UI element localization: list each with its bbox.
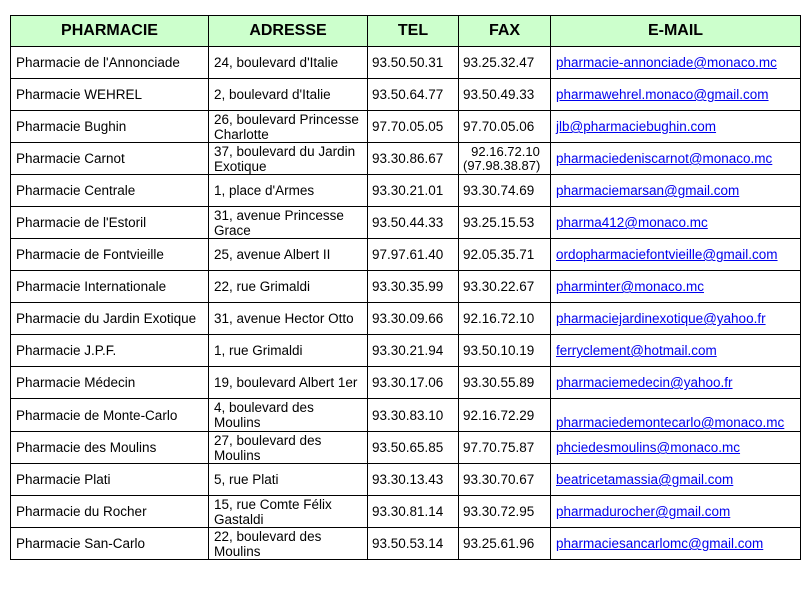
fax-cell: 93.25.32.47 bbox=[459, 47, 551, 79]
tel-cell: 97.70.05.05 bbox=[368, 111, 459, 143]
address-cell: 22, boulevard des Moulins bbox=[209, 528, 368, 560]
fax-cell: 93.30.22.67 bbox=[459, 271, 551, 303]
header-adresse: ADRESSE bbox=[209, 16, 368, 47]
tel-cell: 93.30.21.94 bbox=[368, 335, 459, 367]
address-cell: 31, avenue Princesse Grace bbox=[209, 207, 368, 239]
email-cell bbox=[551, 239, 801, 271]
tel-cell: 97.97.61.40 bbox=[368, 239, 459, 271]
fax-value: 92.16.72.10 bbox=[471, 143, 540, 159]
tel-cell: 93.30.81.14 bbox=[368, 496, 459, 528]
address-cell: 25, avenue Albert II bbox=[209, 239, 368, 271]
fax-cell: 93.50.10.19 bbox=[459, 335, 551, 367]
table-row bbox=[11, 464, 801, 496]
address-cell: 5, rue Plati bbox=[209, 464, 368, 496]
table-body bbox=[11, 47, 801, 560]
tel-cell: 93.30.13.43 bbox=[368, 464, 459, 496]
address-cell: 2, boulevard d'Italie bbox=[209, 79, 368, 111]
pharmacy-name-cell: Pharmacie de l'Annonciade bbox=[11, 47, 209, 79]
fax-cell: 93.30.70.67 bbox=[459, 464, 551, 496]
email-cell bbox=[551, 47, 801, 79]
email-link[interactable]: pharmaciemedecin@yahoo.fr bbox=[556, 375, 733, 390]
fax-cell: 93.30.72.95 bbox=[459, 496, 551, 528]
address-cell: 22, rue Grimaldi bbox=[209, 271, 368, 303]
address-cell: 1, place d'Armes bbox=[209, 175, 368, 207]
fax-cell: 93.25.61.96 bbox=[459, 528, 551, 560]
tel-cell: 93.30.21.01 bbox=[368, 175, 459, 207]
email-link[interactable]: pharmaciejardinexotique@yahoo.fr bbox=[556, 311, 766, 326]
pharmacy-table bbox=[10, 15, 801, 560]
email-link[interactable]: pharmaciedeniscarnot@monaco.mc bbox=[556, 151, 773, 166]
email-link[interactable]: ferryclement@hotmail.com bbox=[556, 343, 717, 358]
email-cell bbox=[551, 111, 801, 143]
table-row bbox=[11, 335, 801, 367]
address-cell: 4, boulevard des Moulins bbox=[209, 399, 368, 432]
email-cell bbox=[551, 496, 801, 528]
table-row bbox=[11, 207, 801, 239]
header-pharmacie: PHARMACIE bbox=[11, 16, 209, 47]
address-cell: 37, boulevard du Jardin Exotique bbox=[209, 143, 368, 175]
table-row bbox=[11, 239, 801, 271]
header-row bbox=[11, 16, 801, 47]
pharmacy-name-cell: Pharmacie de l'Estoril bbox=[11, 207, 209, 239]
tel-cell: 93.30.86.67 bbox=[368, 143, 459, 175]
table-row bbox=[11, 111, 801, 143]
table-row bbox=[11, 528, 801, 560]
table-row bbox=[11, 303, 801, 335]
email-cell bbox=[551, 367, 801, 399]
tel-cell: 93.50.44.33 bbox=[368, 207, 459, 239]
header-fax: FAX bbox=[459, 16, 551, 47]
fax-cell bbox=[459, 143, 551, 175]
pharmacy-name-cell: Pharmacie Bughin bbox=[11, 111, 209, 143]
fax-cell: 93.50.49.33 bbox=[459, 79, 551, 111]
pharmacy-name-cell: Pharmacie de Fontvieille bbox=[11, 239, 209, 271]
tel-cell: 93.50.65.85 bbox=[368, 432, 459, 464]
tel-cell: 93.30.17.06 bbox=[368, 367, 459, 399]
tel-cell: 93.50.53.14 bbox=[368, 528, 459, 560]
address-cell: 27, boulevard des Moulins bbox=[209, 432, 368, 464]
fax-cell: 92.05.35.71 bbox=[459, 239, 551, 271]
header-tel: TEL bbox=[368, 16, 459, 47]
email-cell bbox=[551, 207, 801, 239]
table-row bbox=[11, 271, 801, 303]
table-row bbox=[11, 175, 801, 207]
email-link[interactable]: phciedesmoulins@monaco.mc bbox=[556, 440, 741, 455]
address-cell: 19, boulevard Albert 1er bbox=[209, 367, 368, 399]
email-cell bbox=[551, 271, 801, 303]
email-link[interactable]: pharmaciedemontecarlo@monaco.mc bbox=[556, 415, 785, 430]
table-row bbox=[11, 143, 801, 175]
email-cell bbox=[551, 143, 801, 175]
email-link[interactable]: pharma412@monaco.mc bbox=[556, 215, 708, 230]
email-link[interactable]: pharmacie-annonciade@monaco.mc bbox=[556, 55, 777, 70]
email-link[interactable]: ordopharmaciefontvieille@gmail.com bbox=[556, 247, 778, 262]
pharmacy-name-cell: Pharmacie Carnot bbox=[11, 143, 209, 175]
address-cell: 15, rue Comte Félix Gastaldi bbox=[209, 496, 368, 528]
pharmacy-name-cell: Pharmacie Internationale bbox=[11, 271, 209, 303]
email-link[interactable]: jlb@pharmaciebughin.com bbox=[556, 119, 717, 134]
fax-alt-value: (97.98.38.87) bbox=[463, 157, 541, 173]
fax-cell: 93.30.55.89 bbox=[459, 367, 551, 399]
tel-cell: 93.50.64.77 bbox=[368, 79, 459, 111]
email-link[interactable]: beatricetamassia@gmail.com bbox=[556, 472, 734, 487]
tel-cell: 93.30.09.66 bbox=[368, 303, 459, 335]
fax-cell: 92.16.72.29 bbox=[459, 399, 551, 432]
address-cell: 24, boulevard d'Italie bbox=[209, 47, 368, 79]
pharmacy-name-cell: Pharmacie de Monte-Carlo bbox=[11, 399, 209, 432]
tel-cell: 93.30.35.99 bbox=[368, 271, 459, 303]
address-cell: 31, avenue Hector Otto bbox=[209, 303, 368, 335]
email-cell bbox=[551, 303, 801, 335]
pharmacy-name-cell: Pharmacie Médecin bbox=[11, 367, 209, 399]
pharmacy-name-cell: Pharmacie Plati bbox=[11, 464, 209, 496]
fax-cell: 92.16.72.10 bbox=[459, 303, 551, 335]
table-row bbox=[11, 496, 801, 528]
fax-cell: 93.30.74.69 bbox=[459, 175, 551, 207]
email-cell bbox=[551, 399, 801, 432]
address-cell: 1, rue Grimaldi bbox=[209, 335, 368, 367]
fax-cell: 93.25.15.53 bbox=[459, 207, 551, 239]
fax-cell: 97.70.75.87 bbox=[459, 432, 551, 464]
pharmacy-name-cell: Pharmacie du Rocher bbox=[11, 496, 209, 528]
tel-cell: 93.50.50.31 bbox=[368, 47, 459, 79]
email-cell bbox=[551, 464, 801, 496]
pharmacy-name-cell: Pharmacie San-Carlo bbox=[11, 528, 209, 560]
table-row bbox=[11, 367, 801, 399]
email-link[interactable]: pharmaciesancarlomc@gmail.com bbox=[556, 536, 764, 551]
fax-cell: 97.70.05.06 bbox=[459, 111, 551, 143]
email-link[interactable]: pharmawehrel.monaco@gmail.com bbox=[556, 87, 769, 102]
email-link[interactable]: pharminter@monaco.mc bbox=[556, 279, 705, 294]
pharmacy-name-cell: Pharmacie du Jardin Exotique bbox=[11, 303, 209, 335]
email-cell bbox=[551, 528, 801, 560]
table-row bbox=[11, 47, 801, 79]
header-email: E-MAIL bbox=[551, 16, 801, 47]
tel-cell: 93.30.83.10 bbox=[368, 399, 459, 432]
email-cell bbox=[551, 79, 801, 111]
email-link[interactable]: pharmaciemarsan@gmail.com bbox=[556, 183, 740, 198]
email-cell bbox=[551, 175, 801, 207]
email-link[interactable]: pharmadurocher@gmail.com bbox=[556, 504, 731, 519]
table-row bbox=[11, 399, 801, 432]
pharmacy-name-cell: Pharmacie des Moulins bbox=[11, 432, 209, 464]
pharmacy-name-cell: Pharmacie J.P.F. bbox=[11, 335, 209, 367]
email-cell bbox=[551, 432, 801, 464]
pharmacy-name-cell: Pharmacie WEHREL bbox=[11, 79, 209, 111]
email-cell bbox=[551, 335, 801, 367]
pharmacy-name-cell: Pharmacie Centrale bbox=[11, 175, 209, 207]
table-row bbox=[11, 79, 801, 111]
address-cell: 26, boulevard Princesse Charlotte bbox=[209, 111, 368, 143]
table-row bbox=[11, 432, 801, 464]
